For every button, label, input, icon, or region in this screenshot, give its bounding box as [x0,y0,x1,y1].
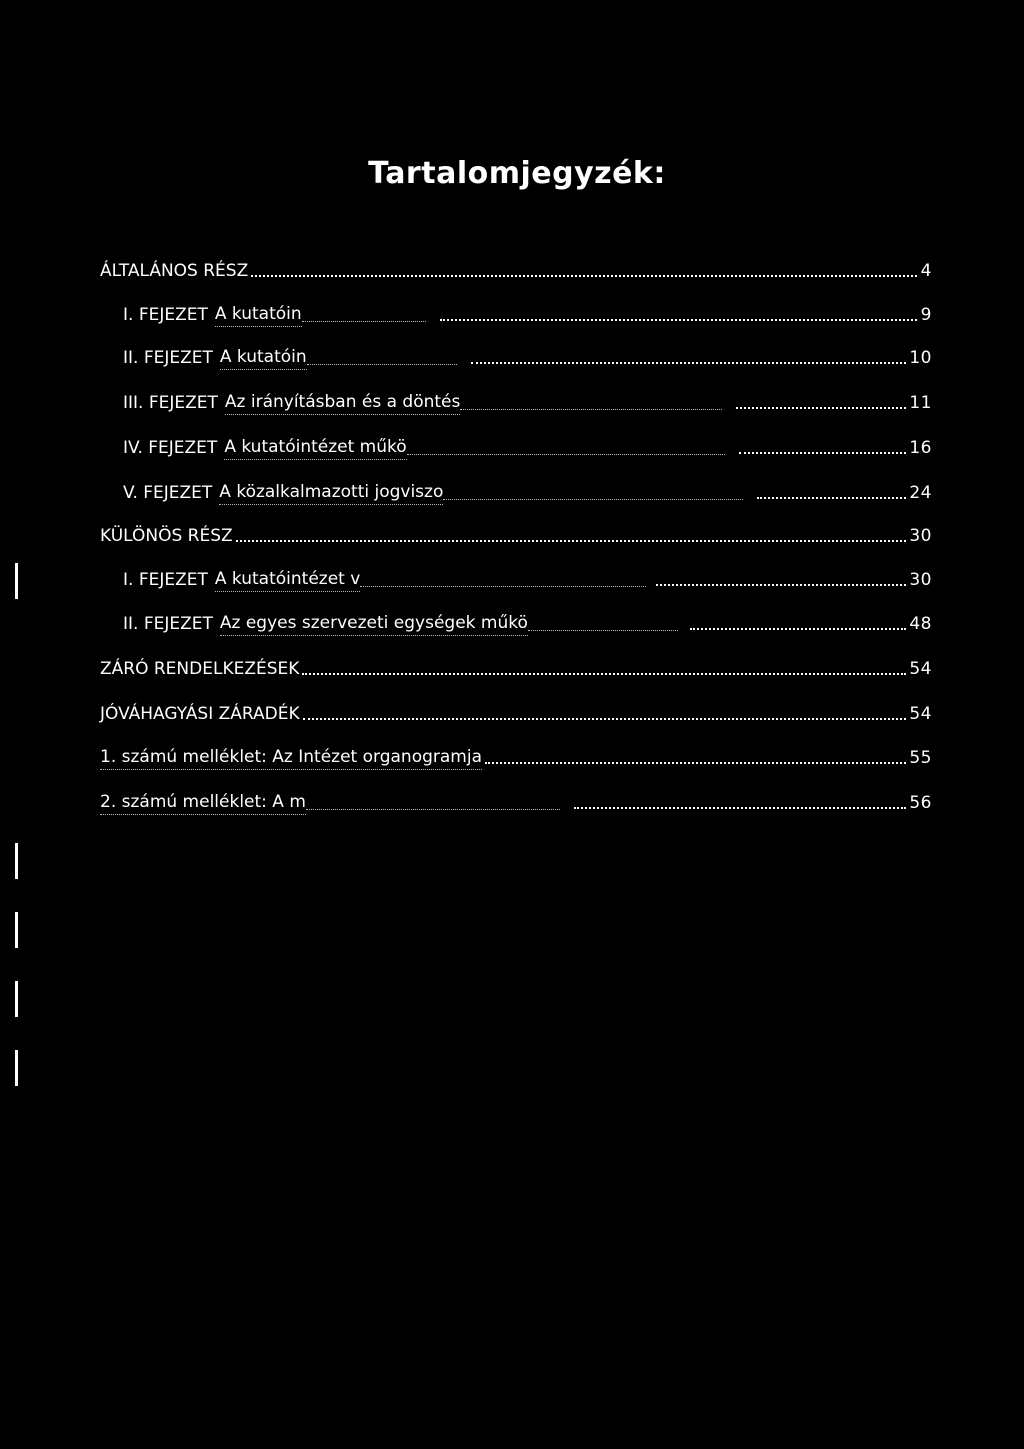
toc-entry-label: III. FEJEZET [123,393,218,413]
toc-entry-title: Az irányításban és a döntés [225,390,460,415]
toc-page-number: 4 [920,261,932,281]
toc-entry-label: I. FEJEZET [123,305,208,325]
toc-dot-leader [440,319,917,321]
toc-entry[interactable] [100,746,932,770]
toc-dot-leader [528,630,678,631]
toc-entry-label: KÜLÖNÖS RÉSZ [100,526,233,546]
toc-dot-leader [443,499,743,500]
margin-change-bar [15,563,18,599]
toc-entry-title: A kutatóin [220,345,307,370]
toc-dot-leader [306,809,560,810]
toc-dot-leader [407,454,725,455]
toc-entry[interactable] [123,612,932,636]
toc-entry[interactable] [100,259,932,283]
toc-page-number: 24 [909,483,932,503]
margin-change-bar [15,843,18,879]
toc-entry[interactable] [100,702,932,726]
toc-page-number: 48 [909,614,932,634]
toc-dot-leader [460,409,722,410]
margin-change-bar [15,912,18,948]
toc-entry-label: II. FEJEZET [123,348,213,368]
toc-page-number: 30 [909,526,932,546]
toc-dot-leader [690,628,906,630]
toc-entry-label: ÁLTALÁNOS RÉSZ [100,261,249,281]
toc-dot-leader [236,540,907,542]
toc-entry-title: 1. számú melléklet: Az Intézet organogramja [100,745,482,770]
toc-entry[interactable] [123,568,932,592]
toc-dot-leader [251,275,917,277]
toc-dot-leader [485,762,906,764]
toc-dot-leader [656,584,906,586]
toc-entry[interactable] [100,524,932,548]
toc-dot-leader [360,586,646,587]
toc-entry-label: V. FEJEZET [123,483,213,503]
toc-dot-leader [757,497,906,499]
toc-entry[interactable] [123,436,932,460]
margin-change-bar [15,981,18,1017]
toc-page-number: 11 [909,393,932,413]
toc-page-number: 30 [909,570,932,590]
toc-dot-leader [471,362,907,364]
toc-dot-leader [302,321,426,322]
toc-dot-leader [739,452,907,454]
toc-dot-leader [302,673,906,675]
toc-entry[interactable] [123,303,932,327]
toc-entry-label: IV. FEJEZET [123,438,218,458]
toc-page-number: 56 [909,793,932,813]
toc-entry-title: Az egyes szervezeti egységek műkö [220,611,528,636]
toc-entry-title: A kutatóin [215,302,302,327]
toc-page-number: 9 [920,305,932,325]
toc-entry-title: A kutatóintézet v [215,567,360,592]
toc-entry[interactable] [123,346,932,370]
toc-dot-leader [736,407,906,409]
toc-entry-label: I. FEJEZET [123,570,208,590]
toc-entry[interactable] [123,391,932,415]
toc-page-number: 54 [909,659,932,679]
toc-entry-label: II. FEJEZET [123,614,213,634]
toc-page-number: 10 [909,348,932,368]
margin-change-bar [15,1050,18,1086]
toc-entry-label: JÓVÁHAGYÁSI ZÁRADÉK [100,704,300,724]
toc-dot-leader [574,807,906,809]
toc-page-number: 55 [909,748,932,768]
toc-page-number: 16 [909,438,932,458]
toc-entry[interactable] [123,481,932,505]
toc-dot-leader [303,718,907,720]
toc-entry-title: A közalkalmazotti jogviszo [219,480,443,505]
toc-entry-title: 2. számú melléklet: A m [100,790,306,815]
toc-page-number: 54 [909,704,932,724]
toc-entry[interactable] [100,791,932,815]
toc-entry-label: ZÁRÓ RENDELKEZÉSEK [100,659,300,679]
toc-entry[interactable] [100,657,932,681]
toc-entry-title: A kutatóintézet műkö [224,435,406,460]
toc-dot-leader [307,364,457,365]
page-title: Tartalomjegyzék: [368,156,666,191]
